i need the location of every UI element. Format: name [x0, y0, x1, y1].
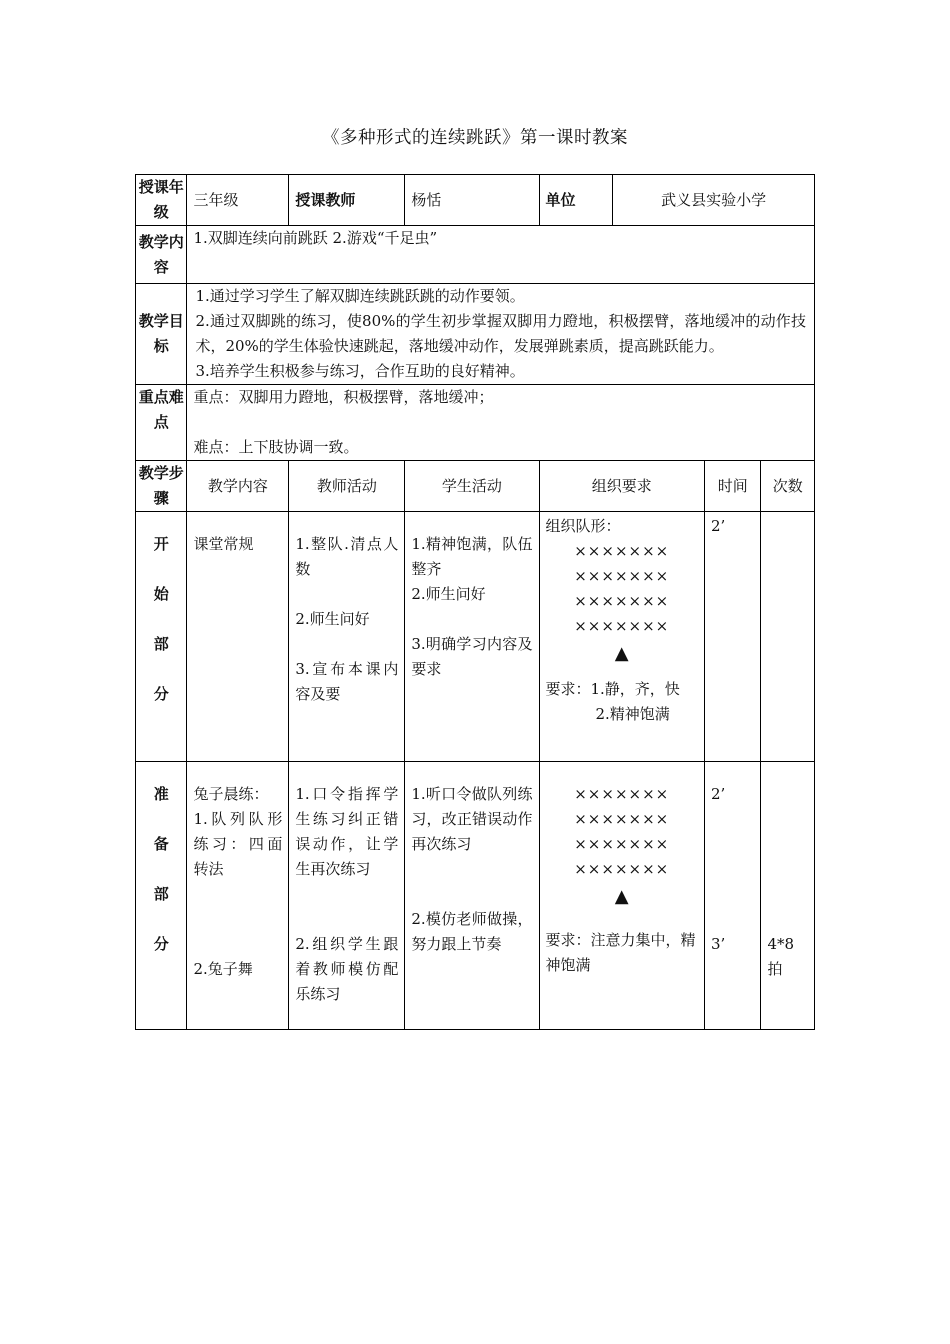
grade-value: 三年级 [187, 175, 289, 226]
goals-label: 教学目标 [136, 284, 187, 385]
steps-header-row [136, 461, 815, 512]
opening-student-activity: 1.精神饱满，队伍整齐 2.师生问好 3.明确学习内容及要求 [405, 512, 539, 762]
key-point: 重点：双脚用力蹬地，积极摆臂，落地缓冲； [193, 388, 494, 406]
preparation-student-activity: 1.听口令做队列练习，改正错误动作再次练习 2.模仿老师做操，努力跟上节奏 [405, 762, 539, 1030]
unit-value: 武义县实验小学 [613, 175, 815, 226]
opening-time: 2’ [704, 512, 760, 762]
grade-label: 授课年级 [136, 175, 187, 226]
col-organization: 组织要求 [539, 461, 704, 512]
formation-grid: ××××××× ××××××× ××××××× ××××××× [574, 542, 670, 635]
requirement-line: 要求：注意力集中，精神饱满 [545, 931, 696, 974]
info-row [136, 175, 815, 226]
preparation-count: 4*8拍 [761, 762, 815, 1030]
teacher-label: 授课教师 [289, 175, 405, 226]
col-student: 学生活动 [405, 461, 539, 512]
difficult-point: 难点：上下肢协调一致。 [193, 438, 359, 456]
teacher-position-icon: ▲ [614, 886, 629, 907]
col-count: 次数 [761, 461, 815, 512]
goal-line: 3.培养学生积极参与练习，合作互助的良好精神。 [195, 362, 525, 380]
requirement-line: 2.精神饱满 [595, 705, 670, 723]
col-teacher: 教师活动 [289, 461, 405, 512]
content-text: 1.双脚连续向前跳跃 2.游戏“千足虫” [187, 226, 815, 284]
formation-grid: ××××××× ××××××× ××××××× ××××××× [574, 785, 670, 878]
teacher-value: 杨恬 [405, 175, 539, 226]
preparation-time: 2’ 3’ [704, 762, 760, 1030]
preparation-part-row [136, 762, 815, 1030]
goals-row [136, 284, 815, 385]
opening-part-label: 开 始 部 分 [136, 512, 187, 762]
unit-label: 单位 [539, 175, 613, 226]
opening-part-row [136, 512, 815, 762]
goal-line: 1.通过学习学生了解双脚连续跳跃跳的动作要领。 [195, 287, 525, 305]
formation-title: 组织队形： [545, 517, 621, 535]
preparation-organization [539, 762, 704, 1030]
opening-teacher-activity: 1.整队.清点人数 2.师生问好 3.宣布本课内容及要 [289, 512, 405, 762]
col-time: 时间 [704, 461, 760, 512]
col-content: 教学内容 [187, 461, 289, 512]
content-row [136, 226, 815, 284]
keypoints-row [136, 385, 815, 461]
preparation-content: 兔子晨练： 1.队列队形练习：四面转法 2.兔子舞 [187, 762, 289, 1030]
lesson-plan-table [135, 174, 815, 1030]
opening-organization [539, 512, 704, 762]
opening-content: 课堂常规 [187, 512, 289, 762]
requirement-line: 要求：1.静，齐，快 [545, 680, 680, 698]
page-title: 《多种形式的连续跳跃》第一课时教案 [322, 128, 628, 148]
content-label: 教学内容 [136, 226, 187, 284]
keypoints-label: 重点难点 [136, 385, 187, 461]
preparation-part-label: 准 备 部 分 [136, 762, 187, 1030]
teacher-position-icon: ▲ [614, 643, 629, 664]
opening-count [761, 512, 815, 762]
steps-label: 教学步骤 [136, 461, 187, 512]
goal-line: 2.通过双脚跳的练习，使80%的学生初步掌握双脚用力蹬地，积极摆臂，落地缓冲的动作技术，20%的学生体验快速跳起，落地缓冲动作，发展弹跳素质，提高跳跃能力。 [195, 312, 806, 355]
preparation-teacher-activity: 1.口令指挥学生练习纠正错误动作，让学生再次练习 2.组织学生跟着教师模仿配乐练习 [289, 762, 405, 1030]
